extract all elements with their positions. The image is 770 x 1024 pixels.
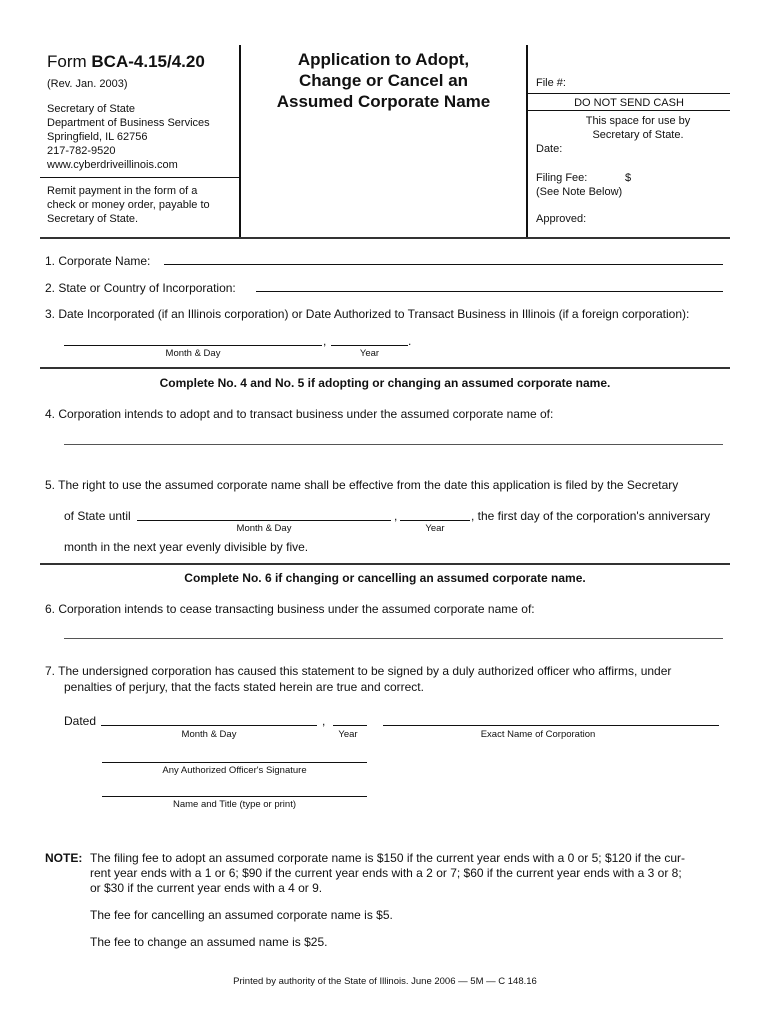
name-title-caption: Name and Title (type or print) xyxy=(172,799,297,810)
header-bottom-rule xyxy=(40,237,730,239)
office-address xyxy=(47,102,210,172)
q5-year-caption: Year xyxy=(425,523,445,534)
print-authority-footer: Printed by authority of the State of Illinois. June 2006 — 5M — C 148.16 xyxy=(233,976,537,987)
q3-label: 3. Date Incorporated (if an Illinois corporation) or Date Authorized to Transact Business in Illinois (if a foreign corporation): xyxy=(45,307,690,321)
note-line-3: or $30 if the current year ends with a 4 or 9. xyxy=(90,881,323,895)
note-line-2: rent year ends with a 1 or 6; $90 if the current year ends with a 2 or 7; $60 if the current year ends with a 3 or 8; xyxy=(90,866,682,880)
incorporation-year-field[interactable] xyxy=(331,345,408,346)
state-of-incorporation-field[interactable] xyxy=(256,291,723,292)
right-top-rule xyxy=(528,93,730,94)
q7-label: 7. The undersigned corporation has caused this statement to be signed by a duly authorized officer who affirms, under xyxy=(45,664,672,678)
q2-label: 2. State or Country of Incorporation: xyxy=(45,281,236,295)
q4-label: 4. Corporation intends to adopt and to transact business under the assumed corporate name of: xyxy=(45,407,554,421)
form-id xyxy=(47,52,205,72)
office-use-line: This space for use by xyxy=(585,115,691,127)
office-date-label: Date: xyxy=(536,143,563,155)
approved-label: Approved: xyxy=(536,213,587,225)
title-line: Assumed Corporate Name xyxy=(276,92,491,111)
filing-fee-label: Filing Fee: xyxy=(536,172,588,184)
effective-until-year-field[interactable] xyxy=(400,520,470,521)
office-line: Springfield, IL 62756 xyxy=(47,131,148,143)
form-title xyxy=(241,49,526,112)
exact-corporation-name-field[interactable] xyxy=(383,725,719,726)
office-use-note xyxy=(548,114,728,142)
q3-year-caption: Year xyxy=(359,348,380,359)
note-line-1: The filing fee to adopt an assumed corporate name is $150 if the current year ends with a 0 or 5; $120 if the cur- xyxy=(90,851,686,865)
effective-until-month-day-field[interactable] xyxy=(137,520,391,521)
dated-label: Dated xyxy=(64,714,97,728)
incorporation-month-day-field[interactable] xyxy=(64,345,322,346)
form-prefix: Form xyxy=(47,52,87,71)
q5-of-state-until: of State until xyxy=(64,509,131,523)
right-mid-rule xyxy=(528,110,730,111)
change-fee-note: The fee to change an assumed name is $25. xyxy=(90,935,328,949)
q6-label: 6. Corporation intends to cease transacting business under the assumed corporate name of: xyxy=(45,602,535,616)
section-b-heading: Complete No. 6 if changing or cancelling an assumed corporate name. xyxy=(184,571,586,585)
assumed-name-cease-field[interactable] xyxy=(64,638,723,639)
q1-label: 1. Corporate Name: xyxy=(45,254,151,268)
exact-name-caption: Exact Name of Corporation xyxy=(480,729,596,740)
office-line: www.cyberdriveillinois.com xyxy=(47,159,178,171)
corporate-name-field[interactable] xyxy=(164,264,723,265)
q5-anniversary-text: , the first day of the corporation's anniversary xyxy=(471,509,711,523)
cancel-fee-note: The fee for cancelling an assumed corporate name is $5. xyxy=(90,908,393,922)
note-label: NOTE: xyxy=(45,851,83,865)
no-cash-notice: DO NOT SEND CASH xyxy=(574,97,684,109)
section-a-heading: Complete No. 4 and No. 5 if adopting or changing an assumed corporate name. xyxy=(159,376,611,390)
q3-month-day-caption: Month & Day xyxy=(165,348,221,359)
comma-separator: , xyxy=(323,334,327,348)
dated-year-field[interactable] xyxy=(333,725,367,726)
revision-date: (Rev. Jan. 2003) xyxy=(47,78,128,90)
office-line: Department of Business Services xyxy=(47,117,210,129)
form-number: BCA-4.15/4.20 xyxy=(91,52,205,71)
section-rule-1 xyxy=(40,367,730,369)
remit-instructions xyxy=(47,184,210,226)
filing-fee-dollar: $ xyxy=(625,172,632,184)
dated-month-day-field[interactable] xyxy=(101,725,317,726)
remit-line: Secretary of State. xyxy=(47,213,139,225)
office-line: Secretary of State xyxy=(47,103,136,115)
dated-month-day-caption: Month & Day xyxy=(181,729,237,740)
name-title-field[interactable] xyxy=(102,796,367,797)
comma-separator: , xyxy=(394,509,398,523)
q7-line2: penalties of perjury, that the facts stated herein are true and correct. xyxy=(64,680,424,694)
see-note-label: (See Note Below) xyxy=(536,186,623,198)
section-rule-2 xyxy=(40,563,730,565)
dated-year-caption: Year xyxy=(338,729,358,740)
remit-line: Remit payment in the form of a xyxy=(47,185,198,197)
q5-month-day-caption: Month & Day xyxy=(236,523,292,534)
office-line: 217-782-9520 xyxy=(47,145,116,157)
title-line: Application to Adopt, xyxy=(297,50,470,69)
header-divider-right xyxy=(526,45,528,238)
officer-signature-caption: Any Authorized Officer's Signature xyxy=(162,765,307,776)
comma-separator: , xyxy=(322,714,326,728)
office-use-line: Secretary of State. xyxy=(592,129,684,141)
file-number-label: File #: xyxy=(536,77,566,89)
q5-line3: month in the next year evenly divisible by five. xyxy=(64,540,309,554)
q5-label: 5. The right to use the assumed corporate name shall be effective from the date this application is filed by the Secretary xyxy=(45,478,679,492)
left-divider-rule xyxy=(40,177,239,178)
period-separator: . xyxy=(408,334,412,348)
assumed-name-adopt-field[interactable] xyxy=(64,444,723,445)
title-line: Change or Cancel an xyxy=(298,71,469,90)
officer-signature-field[interactable] xyxy=(102,762,367,763)
remit-line: check or money order, payable to xyxy=(47,199,210,211)
